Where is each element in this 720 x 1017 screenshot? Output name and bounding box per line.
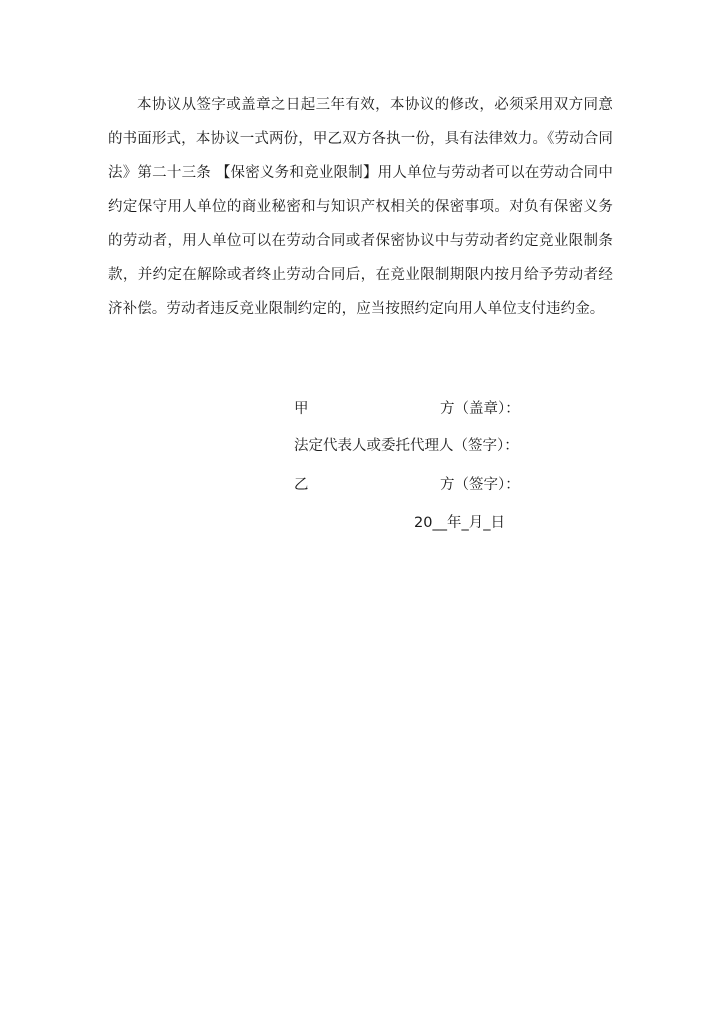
party-b-line	[294, 475, 534, 495]
agreement-paragraph: 本协议从签字或盖章之日起三年有效，本协议的修改，必须采用双方同意的书面形式，本协议一式两份，甲乙双方各执一份，具有法律效力。《劳动合同法》第二十三条 【保密义务和竞业限制】用人单位与劳动者可以在劳动合同中约定保守用人单位的商业秘密和与知识产权相关的保密事项。对负有保密义务的劳动者，用人单位可以在劳动合同或者保密协议中与劳动者约定竞业限制条款，并约定在解除或者终止劳动合同后，在竞业限制期限内按月给予劳动者经济补偿。劳动者违反竞业限制约定的，应当按照约定向用人单位支付违约金。	[108, 97, 613, 317]
representative-label: 法定代表人或委托代理人（签字）：	[294, 438, 519, 454]
signing-date: 20__年_月_日	[414, 515, 505, 531]
party-b-label: 乙	[294, 477, 309, 493]
representative-line	[294, 436, 534, 456]
party-a-line	[294, 399, 534, 419]
agreement-body	[108, 88, 613, 326]
party-a-seal-label: 方（盖章）：	[440, 401, 520, 417]
party-b-sign-label: 方（签字）：	[440, 477, 520, 493]
party-a-label: 甲	[294, 401, 309, 417]
